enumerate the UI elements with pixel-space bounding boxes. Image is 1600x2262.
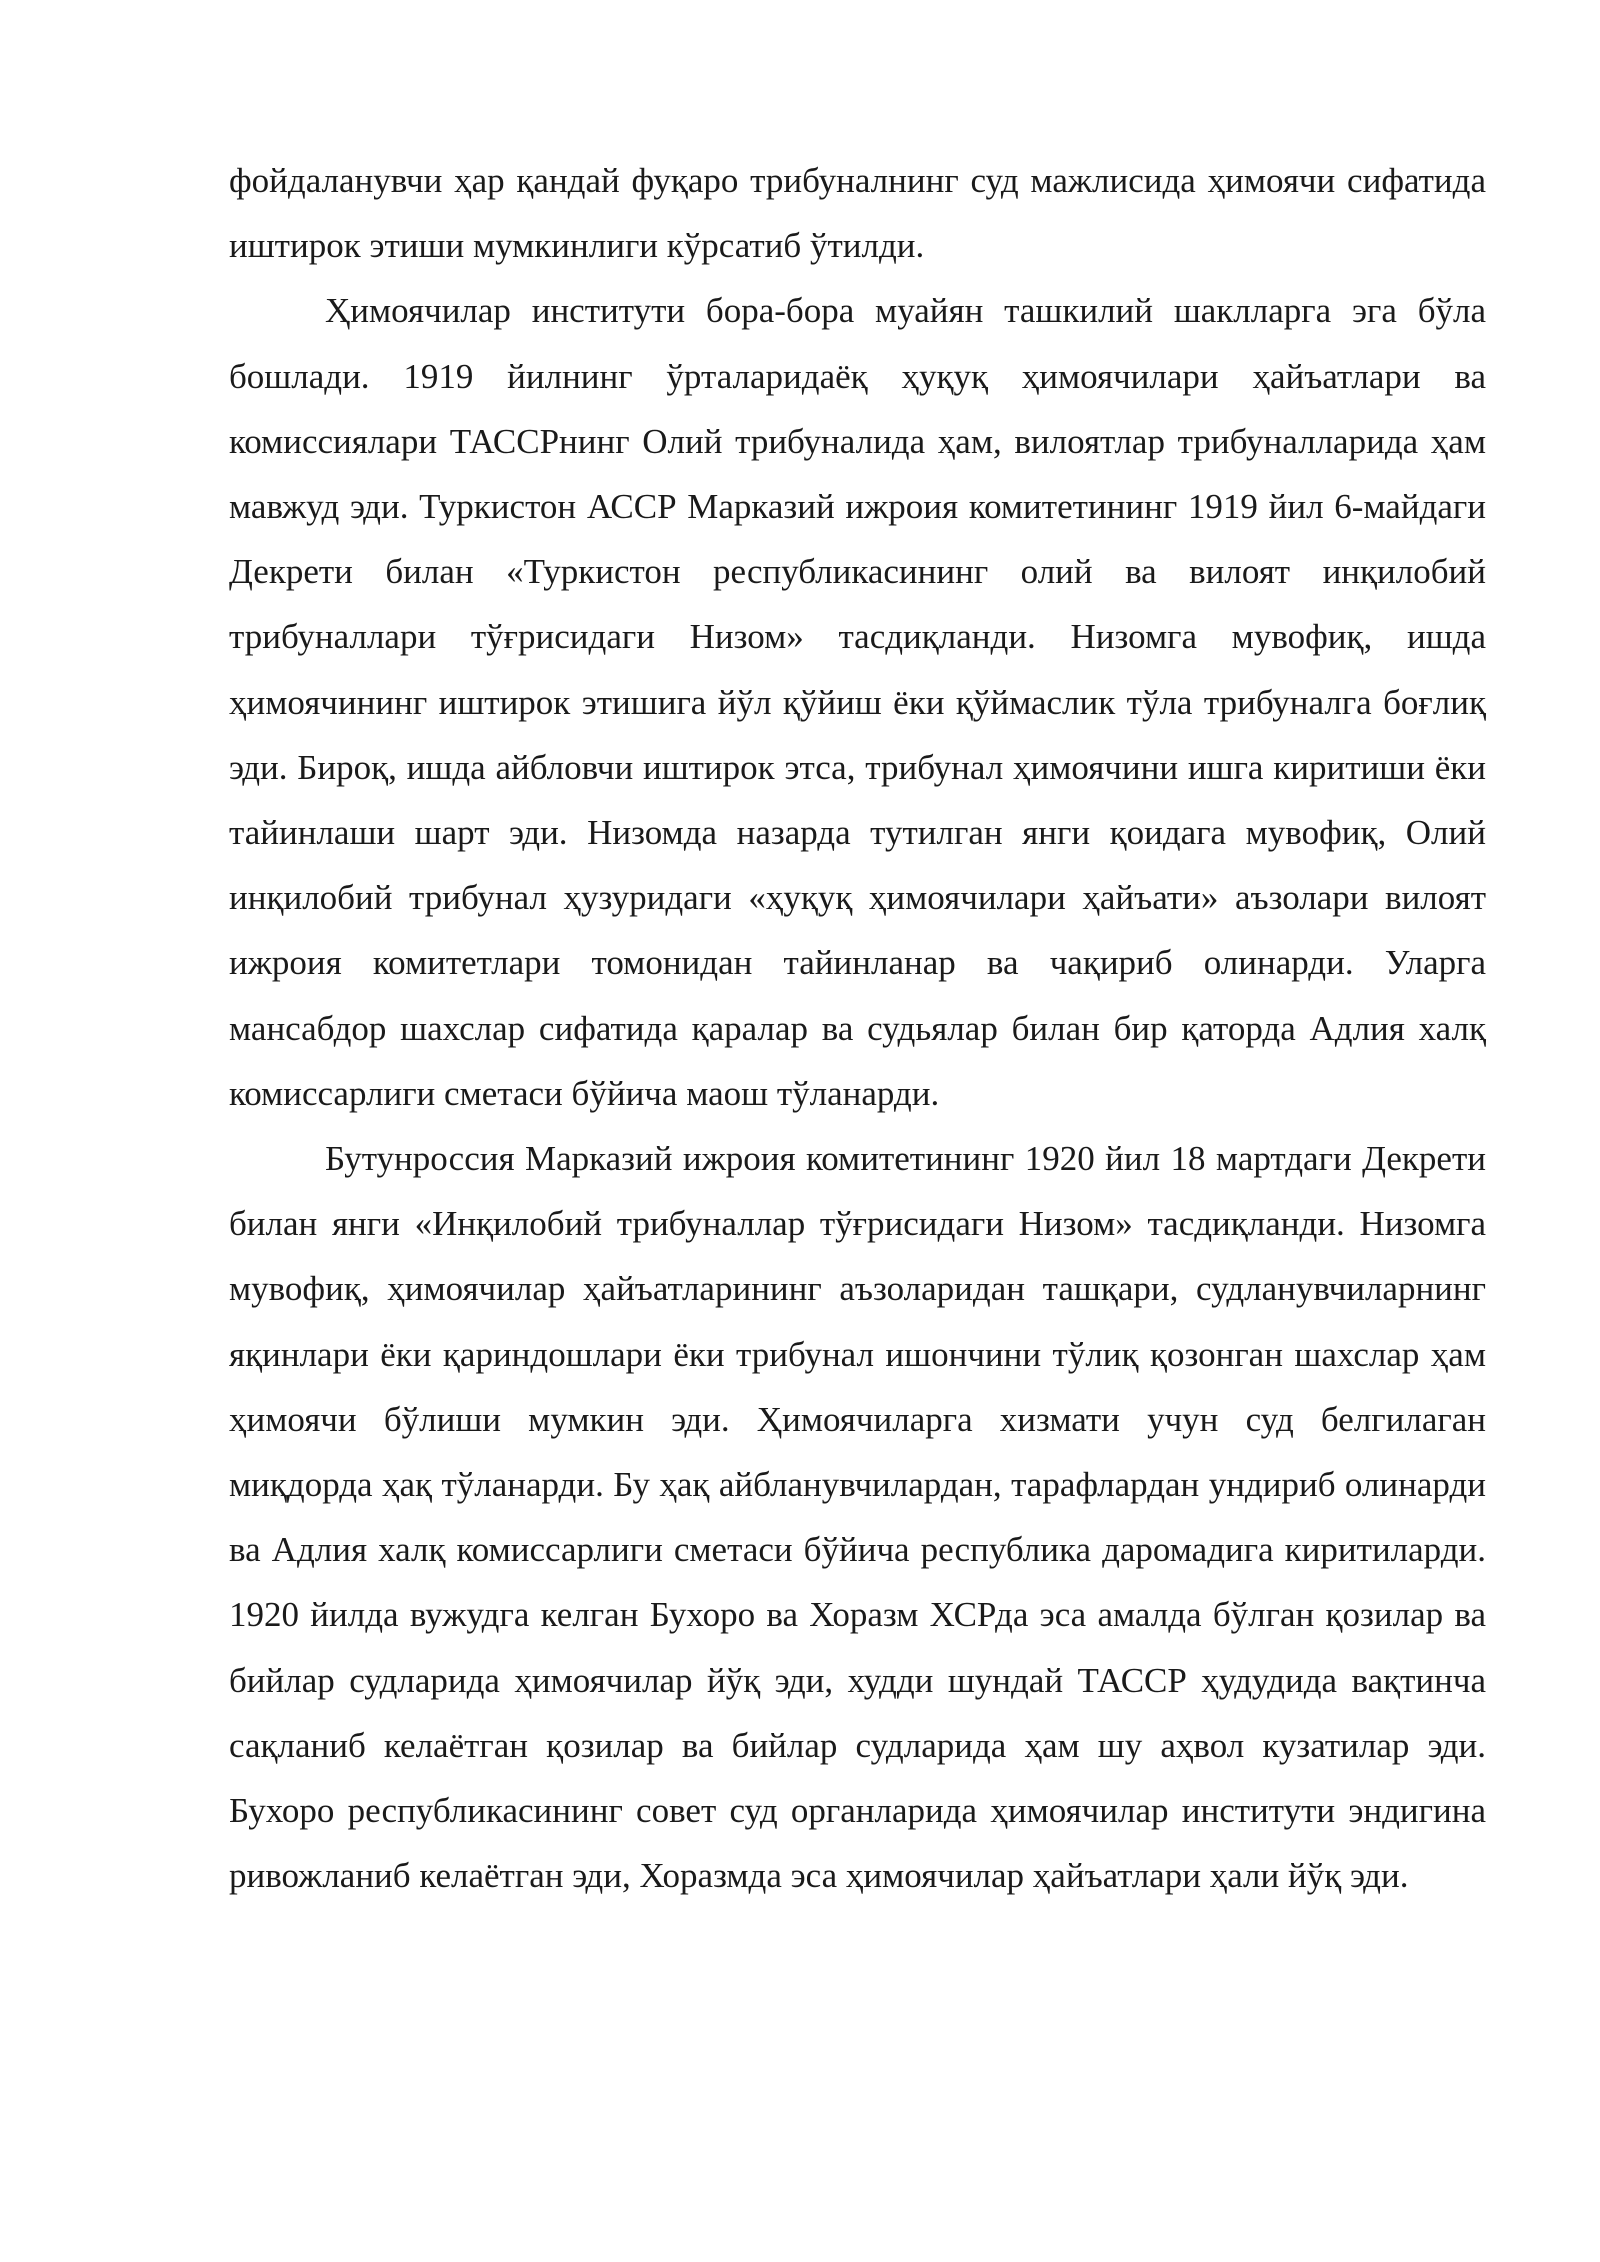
paragraph-3: Бутунроссия Марказий ижроия комитетининг 1920 йил 18 мартдаги Декрети билан янги «Инқилобий трибуналлар тўғрисидаги Низом» тасдиқланди. Низомга мувофиқ, ҳимоячилар ҳайъатларининг аъзоларидан ташқари, судланувчиларнинг яқинлари ёки қариндошлари ёки трибунал ишончини тўлиқ қозонган шахслар ҳам ҳимоячи бўлиши мумкин эди. Ҳимоячиларга хизмати учун суд белгилаган миқдорда ҳақ тўланарди. Бу ҳақ айбланувчилардан, тарафлардан ундириб олинарди ва Адлия халқ комиссарлиги сметаси бўйича республика даромадига киритиларди. 1920 йилда вужудга келган Бухоро ва Хоразм ХСРда эса амалда бўлган қозилар ва бийлар судларида ҳимоячилар йўқ эди, худди шундай ТАССР ҳудудида вақтинча сақланиб келаётган қозилар ва бийлар судларида ҳам шу аҳвол кузатилар эди. Бухоро республикасининг совет суд органларида ҳимоячилар институти эндигина ривожланиб келаётган эди, Хоразмда эса ҳимоячилар ҳайъатлари ҳали йўқ эди.	[229, 1139, 1486, 1896]
paragraph-1: фойдаланувчи ҳар қандай фуқаро трибуналнинг суд мажлисида ҳимоячи сифатида иштирок этиши мумкинлиги кўрсатиб ўтилди.	[229, 161, 1486, 266]
body-text	[229, 148, 1486, 1908]
paragraph-2: Ҳимоячилар институти бора-бора муайян ташкилий шаклларга эга бўла бошлади. 1919 йилнинг ўрталаридаёқ ҳуқуқ ҳимоячилари ҳайъатлари ва комиссиялари ТАССРнинг Олий трибуналида ҳам, вилоятлар трибуналларида ҳам мавжуд эди. Туркистон АССР Марказий ижроия комитетининг 1919 йил 6-майдаги Декрети билан «Туркистон республикасининг олий ва вилоят инқилобий трибуналлари тўғрисидаги Низом» тасдиқланди. Низомга мувофиқ, ишда ҳимоячининг иштирок этишига йўл қўйиш ёки қўймаслик тўла трибуналга боғлиқ эди. Бироқ, ишда айбловчи иштирок этса, трибунал ҳимоячини ишга киритиши ёки тайинлаши шарт эди. Низомда назарда тутилган янги қоидага мувофиқ, Олий инқилобий трибунал ҳузуридаги «ҳуқуқ ҳимоячилари ҳайъати» аъзолари вилоят ижроия комитетлари томонидан тайинланар ва чақириб олинарди. Уларга мансабдор шахслар сифатида қаралар ва судьялар билан бир қаторда Адлия халқ комиссарлиги сметаси бўйича маош тўланарди.	[229, 291, 1486, 1113]
